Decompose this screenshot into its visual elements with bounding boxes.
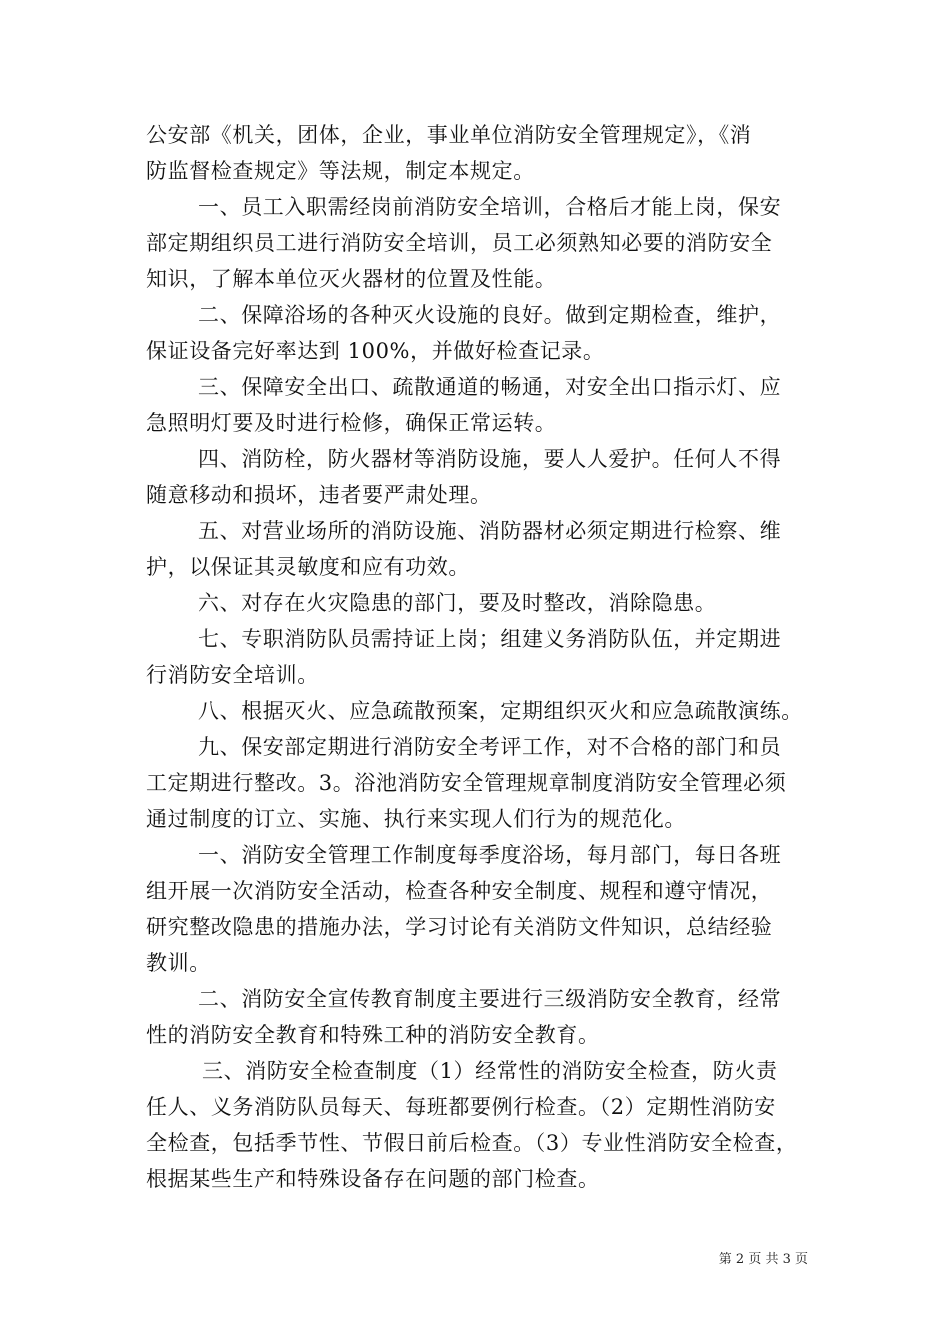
paragraph-first-line: 八、根据灭火、应急疏散预案，定期组织灭火和应急疏散演练。 xyxy=(198,699,803,723)
body-line: 全检查，包括季节性、节假日前后检查。（3）专业性消防安全检查， xyxy=(146,1131,798,1155)
paragraph-first-line: 七、专职消防队员需持证上岗；组建义务消防队伍，并定期进 xyxy=(198,627,782,651)
paragraph-first-line: 一、员工入职需经岗前消防安全培训，合格后才能上岗，保安 xyxy=(198,195,782,219)
page-number-footer: 第 2 页 共 3 页 xyxy=(718,1252,808,1267)
document-body xyxy=(146,117,826,1197)
paragraph-first-line: 六、对存在火灾隐患的部门，要及时整改，消除隐患。 xyxy=(198,591,717,615)
body-line: 组开展一次消防安全活动，检查各种安全制度、规程和遵守情况， xyxy=(146,879,773,903)
body-line: 部定期组织员工进行消防安全培训，员工必须熟知必要的消防安全 xyxy=(146,231,773,255)
paragraph-first-line: 二、保障浴场的各种灭火设施的良好。做到定期检查，维护， xyxy=(198,303,782,327)
body-line: 任人、义务消防队员每天、每班都要例行检查。（2）定期性消防安 xyxy=(146,1095,776,1119)
body-line: 根据某些生产和特殊设备存在问题的部门检查。 xyxy=(146,1167,600,1191)
body-line: 通过制度的订立、实施、执行来实现人们行为的规范化。 xyxy=(146,807,686,831)
paragraph-first-line: 三、保障安全出口、疏散通道的畅通，对安全出口指示灯、应 xyxy=(198,375,782,399)
body-line: 知识，了解本单位灭火器材的位置及性能。 xyxy=(146,267,557,291)
paragraph-first-line: 九、保安部定期进行消防安全考评工作，对不合格的部门和员 xyxy=(198,735,782,759)
paragraph-first-line: 二、消防安全宣传教育制度主要进行三级消防安全教育，经常 xyxy=(198,987,782,1011)
paragraph-first-line: 一、消防安全管理工作制度每季度浴场，每月部门，每日各班 xyxy=(198,843,782,867)
body-line: 防监督检查规定》等法规，制定本规定。 xyxy=(146,159,535,183)
body-line: 护，以保证其灵敏度和应有功效。 xyxy=(146,555,470,579)
paragraph-first-line: 五、对营业场所的消防设施、消防器材必须定期进行检察、维 xyxy=(198,519,782,543)
body-line: 随意移动和损坏，违者要严肃处理。 xyxy=(146,483,492,507)
paragraph-first-line: 四、消防栓，防火器材等消防设施，要人人爱护。任何人不得 xyxy=(198,447,782,471)
body-line: 急照明灯要及时进行检修，确保正常运转。 xyxy=(146,411,557,435)
body-line: 行消防安全培训。 xyxy=(146,663,319,687)
body-line: 公安部《机关，团体，企业，事业单位消防安全管理规定》，《消 xyxy=(146,123,752,147)
paragraph-first-line: 三、消防安全检查制度（1）经常性的消防安全检查，防火责 xyxy=(202,1059,778,1083)
body-line: 研究整改隐患的措施办法，学习讨论有关消防文件知识，总结经验 xyxy=(146,915,773,939)
body-line: 性的消防安全教育和特殊工种的消防安全教育。 xyxy=(146,1023,600,1047)
body-line: 保证设备完好率达到 100%，并做好检查记录。 xyxy=(146,339,605,363)
body-line: 教训。 xyxy=(146,951,211,975)
body-line: 工定期进行整改。3。浴池消防安全管理规章制度消防安全管理必须 xyxy=(146,771,787,795)
